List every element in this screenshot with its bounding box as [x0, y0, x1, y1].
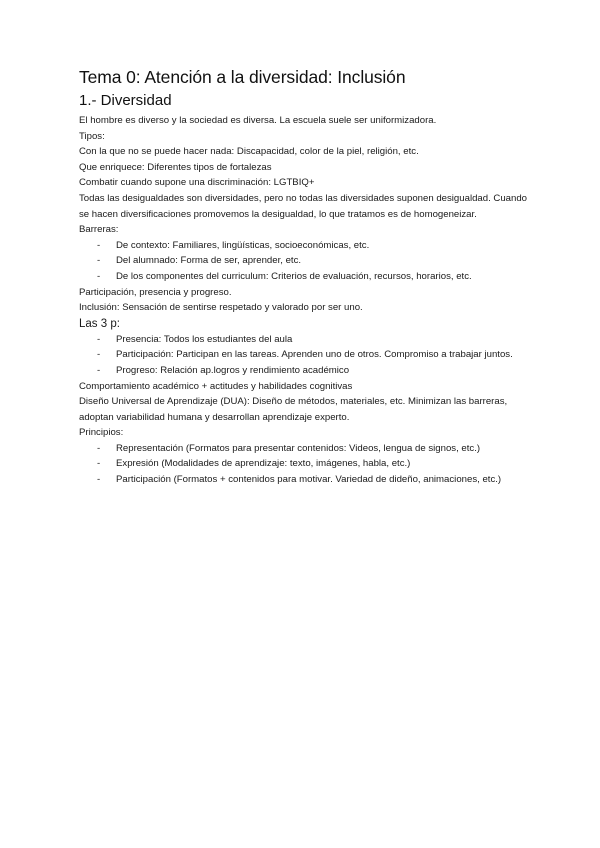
list-item-text: Presencia: Todos los estudiantes del aula — [116, 333, 293, 345]
paragraph: Combatir cuando supone una discriminación: LGTBIQ+ — [79, 177, 315, 189]
paragraph: El hombre es diverso y la sociedad es diversa. La escuela suele ser uniformizadora. — [79, 115, 437, 126]
document-content — [79, 66, 539, 488]
paragraph: Todas las desigualdades son diversidades, pero no todas las diversidades suponen desigualdad. Cuando se hacen diversificaciones promovemos la desigualdad, lo que tratamos es de homogeneizar. — [79, 192, 528, 220]
paragraph: Que enriquece: Diferentes tipos de fortalezas — [79, 161, 272, 173]
list-item-text: Participación: Participan en las tareas. Aprenden uno de otros. Compromiso a trabajar juntos. — [116, 349, 513, 361]
paragraph: Diseño Universal de Aprendizaje (DUA): Diseño de métodos, materiales, etc. Minimizan las barreras, adoptan variabilidad humana y desarrollan aprendizaje experto. — [79, 396, 508, 423]
list-item-text: Progreso: Relación ap.logros y rendimiento académico — [116, 364, 350, 376]
dash-bullet: - — [97, 474, 101, 486]
las3p-label: Las 3 p: — [79, 317, 120, 330]
list-item-text: De contexto: Familiares, lingüísticas, socioeconómicas, etc. — [116, 239, 370, 251]
principios-list — [79, 441, 539, 488]
list-item — [79, 347, 539, 363]
list-item — [79, 269, 539, 285]
paragraph: Con la que no se puede hacer nada: Discapacidad, color de la piel, religión, etc. — [79, 146, 419, 158]
las3p-list — [79, 332, 539, 379]
list-item-text: Representación (Formatos para presentar contenidos: Videos, lengua de signos, etc.) — [116, 442, 481, 454]
dash-bullet: - — [97, 442, 101, 454]
list-item — [79, 441, 539, 457]
list-item — [79, 238, 539, 254]
list-item-text: Expresión (Modalidades de aprendizaje: texto, imágenes, habla, etc.) — [116, 458, 411, 470]
paragraph: Tipos: — [79, 130, 105, 142]
dash-bullet: - — [97, 333, 101, 345]
list-item — [79, 253, 539, 269]
list-item-text: De los componentes del curriculum: Criterios de evaluación, recursos, horarios, etc. — [116, 270, 472, 282]
dash-bullet: - — [97, 255, 101, 267]
list-item-text: Del alumnado: Forma de ser, aprender, etc. — [116, 255, 302, 267]
dash-bullet: - — [97, 458, 101, 470]
barreras-list — [79, 238, 539, 285]
dash-bullet: - — [97, 239, 101, 251]
section-heading: 1.- Diversidad — [79, 92, 172, 109]
list-item — [79, 472, 539, 488]
page-title: Tema 0: Atención a la diversidad: Inclusión — [79, 67, 406, 87]
paragraph: Inclusión: Sensación de sentirse respetado y valorado por ser uno. — [79, 302, 363, 314]
list-item — [79, 332, 539, 348]
paragraph: Participación, presencia y progreso. — [79, 286, 232, 298]
paragraph: Comportamiento académico + actitudes y habilidades cognitivas — [79, 380, 353, 392]
list-item — [79, 456, 539, 472]
paragraph: Principios: — [79, 427, 124, 439]
dash-bullet: - — [97, 349, 101, 361]
paragraph: Barreras: — [79, 224, 119, 236]
dash-bullet: - — [97, 364, 101, 376]
list-item-text: Participación (Formatos + contenidos para motivar. Variedad de dideño, animaciones, etc.) — [116, 474, 502, 486]
dash-bullet: - — [97, 270, 101, 282]
list-item — [79, 363, 539, 379]
